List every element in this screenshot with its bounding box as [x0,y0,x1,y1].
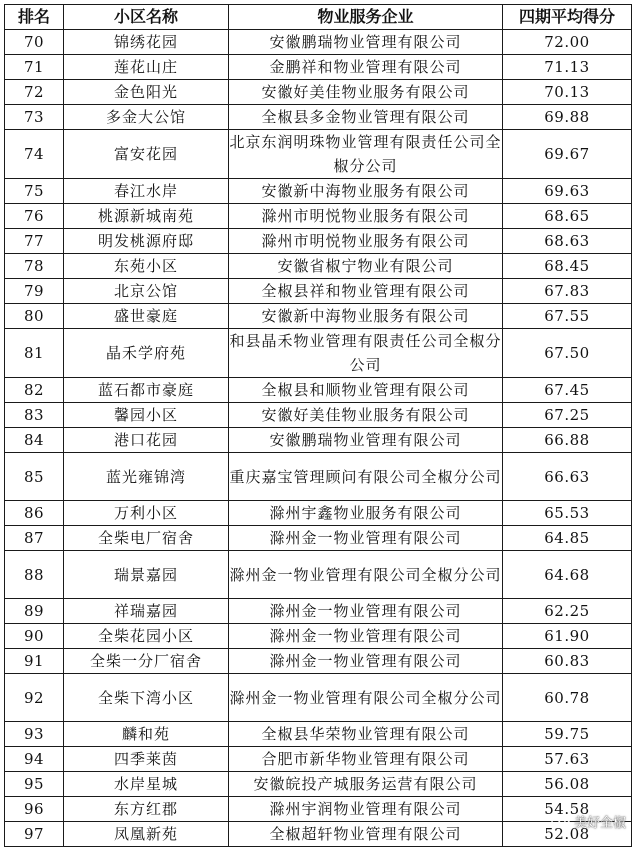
score-cell: 69.67 [503,130,632,179]
community-cell: 北京公馆 [64,279,229,304]
table-row [5,822,632,847]
header-score: 四期平均得分 [503,5,632,30]
table-row [5,551,632,599]
score-cell: 67.25 [503,403,632,428]
company-cell: 安徽新中海物业服务有限公司 [229,304,503,329]
community-cell: 全柴下湾小区 [64,674,229,722]
rank-cell: 91 [5,649,64,674]
company-cell: 滁州金一物业管理有限公司 [229,526,503,551]
table-row [5,55,632,80]
community-cell: 水岸星城 [64,772,229,797]
table-row [5,624,632,649]
score-cell: 62.25 [503,599,632,624]
community-cell: 全柴电厂宿舍 [64,526,229,551]
company-cell: 安徽皖投产城服务运营有限公司 [229,772,503,797]
score-cell: 57.63 [503,747,632,772]
community-cell: 蓝光雍锦湾 [64,453,229,501]
community-cell: 多金大公馆 [64,105,229,130]
score-cell: 67.83 [503,279,632,304]
score-cell: 61.90 [503,624,632,649]
community-cell: 盛世豪庭 [64,304,229,329]
table-row [5,279,632,304]
company-cell: 滁州金一物业管理有限公司 [229,624,503,649]
rank-cell: 88 [5,551,64,599]
community-cell: 锦绣花园 [64,30,229,55]
table-row [5,179,632,204]
rank-cell: 94 [5,747,64,772]
table-row [5,403,632,428]
rank-cell: 71 [5,55,64,80]
rank-cell: 95 [5,772,64,797]
score-cell: 68.63 [503,229,632,254]
score-cell: 66.88 [503,428,632,453]
table-row [5,304,632,329]
company-cell: 全椒县多金物业管理有限公司 [229,105,503,130]
community-cell: 东方红郡 [64,797,229,822]
score-cell: 69.88 [503,105,632,130]
company-cell: 安徽鹏瑞物业管理有限公司 [229,428,503,453]
community-cell: 东苑小区 [64,254,229,279]
company-cell: 滁州市明悦物业服务有限公司 [229,229,503,254]
score-cell: 71.13 [503,55,632,80]
rank-cell: 96 [5,797,64,822]
company-cell: 安徽新中海物业服务有限公司 [229,179,503,204]
score-cell: 54.58 [503,797,632,822]
score-cell: 52.08 [503,822,632,847]
table-row [5,501,632,526]
rank-cell: 78 [5,254,64,279]
score-cell: 67.55 [503,304,632,329]
score-cell: 72.00 [503,30,632,55]
table-row [5,329,632,378]
rank-cell: 76 [5,204,64,229]
company-cell: 安徽好美佳物业服务有限公司 [229,403,503,428]
score-cell: 68.45 [503,254,632,279]
score-cell: 66.63 [503,453,632,501]
score-cell: 60.83 [503,649,632,674]
rank-cell: 89 [5,599,64,624]
rank-cell: 93 [5,722,64,747]
community-cell: 富安花园 [64,130,229,179]
company-cell: 北京东润明珠物业管理有限责任公司全椒分公司 [229,130,503,179]
rank-cell: 92 [5,674,64,722]
table-row [5,722,632,747]
rank-cell: 70 [5,30,64,55]
company-cell: 安徽好美佳物业服务有限公司 [229,80,503,105]
community-cell: 四季莱茵 [64,747,229,772]
rank-cell: 74 [5,130,64,179]
community-cell: 春江水岸 [64,179,229,204]
score-cell: 60.78 [503,674,632,722]
community-cell: 祥瑞嘉园 [64,599,229,624]
score-cell: 64.68 [503,551,632,599]
community-cell: 凤凰新苑 [64,822,229,847]
community-cell: 金色阳光 [64,80,229,105]
table-row [5,747,632,772]
rank-cell: 86 [5,501,64,526]
rank-cell: 80 [5,304,64,329]
community-cell: 港口花园 [64,428,229,453]
score-cell: 65.53 [503,501,632,526]
table-row [5,254,632,279]
rank-cell: 97 [5,822,64,847]
community-cell: 馨园小区 [64,403,229,428]
score-cell: 70.13 [503,80,632,105]
company-cell: 合肥市新华物业管理有限公司 [229,747,503,772]
score-cell: 68.65 [503,204,632,229]
table-row [5,649,632,674]
table-row [5,599,632,624]
company-cell: 金鹏祥和物业管理有限公司 [229,55,503,80]
header-community: 小区名称 [64,5,229,30]
header-company: 物业服务企业 [229,5,503,30]
community-cell: 蓝石都市豪庭 [64,378,229,403]
rank-cell: 90 [5,624,64,649]
company-cell: 滁州金一物业管理有限公司 [229,599,503,624]
company-cell: 滁州市明悦物业服务有限公司 [229,204,503,229]
table-row [5,526,632,551]
company-cell: 全椒超轩物业管理有限公司 [229,822,503,847]
score-cell: 69.63 [503,179,632,204]
table-body [5,30,632,847]
community-cell: 晶禾学府苑 [64,329,229,378]
rank-cell: 87 [5,526,64,551]
score-cell: 67.50 [503,329,632,378]
rank-cell: 82 [5,378,64,403]
rank-cell: 75 [5,179,64,204]
table-row [5,428,632,453]
community-cell: 全柴花园小区 [64,624,229,649]
company-cell: 安徽省椒宁物业有限公司 [229,254,503,279]
table-row [5,378,632,403]
community-cell: 麟和苑 [64,722,229,747]
table-row [5,453,632,501]
company-cell: 安徽鹏瑞物业管理有限公司 [229,30,503,55]
rank-cell: 79 [5,279,64,304]
rank-cell: 84 [5,428,64,453]
table-header-row [5,5,632,30]
score-cell: 67.45 [503,378,632,403]
community-cell: 万利小区 [64,501,229,526]
community-cell: 全柴一分厂宿舍 [64,649,229,674]
score-cell: 59.75 [503,722,632,747]
company-cell: 重庆嘉宝管理顾问有限公司全椒分公司 [229,453,503,501]
table-row [5,797,632,822]
company-cell: 全椒县祥和物业管理有限公司 [229,279,503,304]
community-cell: 桃源新城南苑 [64,204,229,229]
table-row [5,130,632,179]
score-cell: 64.85 [503,526,632,551]
community-cell: 瑞景嘉园 [64,551,229,599]
rank-cell: 77 [5,229,64,254]
community-cell: 莲花山庄 [64,55,229,80]
table-row [5,105,632,130]
company-cell: 滁州宇鑫物业服务有限公司 [229,501,503,526]
rank-cell: 72 [5,80,64,105]
company-cell: 全椒县华荣物业管理有限公司 [229,722,503,747]
table-row [5,80,632,105]
wechat-logo-icon [551,815,571,829]
rank-cell: 81 [5,329,64,378]
rank-cell: 83 [5,403,64,428]
header-rank: 排名 [5,5,64,30]
ranking-table [4,4,632,847]
company-cell: 滁州宇润物业管理有限公司 [229,797,503,822]
rank-cell: 73 [5,105,64,130]
company-cell: 滁州金一物业管理有限公司 [229,649,503,674]
company-cell: 滁州金一物业管理有限公司全椒分公司 [229,551,503,599]
table-row [5,772,632,797]
table-row [5,674,632,722]
watermark [551,812,626,831]
watermark-text: 美好全椒 [573,816,626,831]
company-cell: 滁州金一物业管理有限公司全椒分公司 [229,674,503,722]
score-cell: 56.08 [503,772,632,797]
table-row [5,30,632,55]
company-cell: 全椒县和顺物业管理有限公司 [229,378,503,403]
table-row [5,229,632,254]
rank-cell: 85 [5,453,64,501]
table-row [5,204,632,229]
community-cell: 明发桃源府邸 [64,229,229,254]
company-cell: 和县晶禾物业管理有限责任公司全椒分公司 [229,329,503,378]
